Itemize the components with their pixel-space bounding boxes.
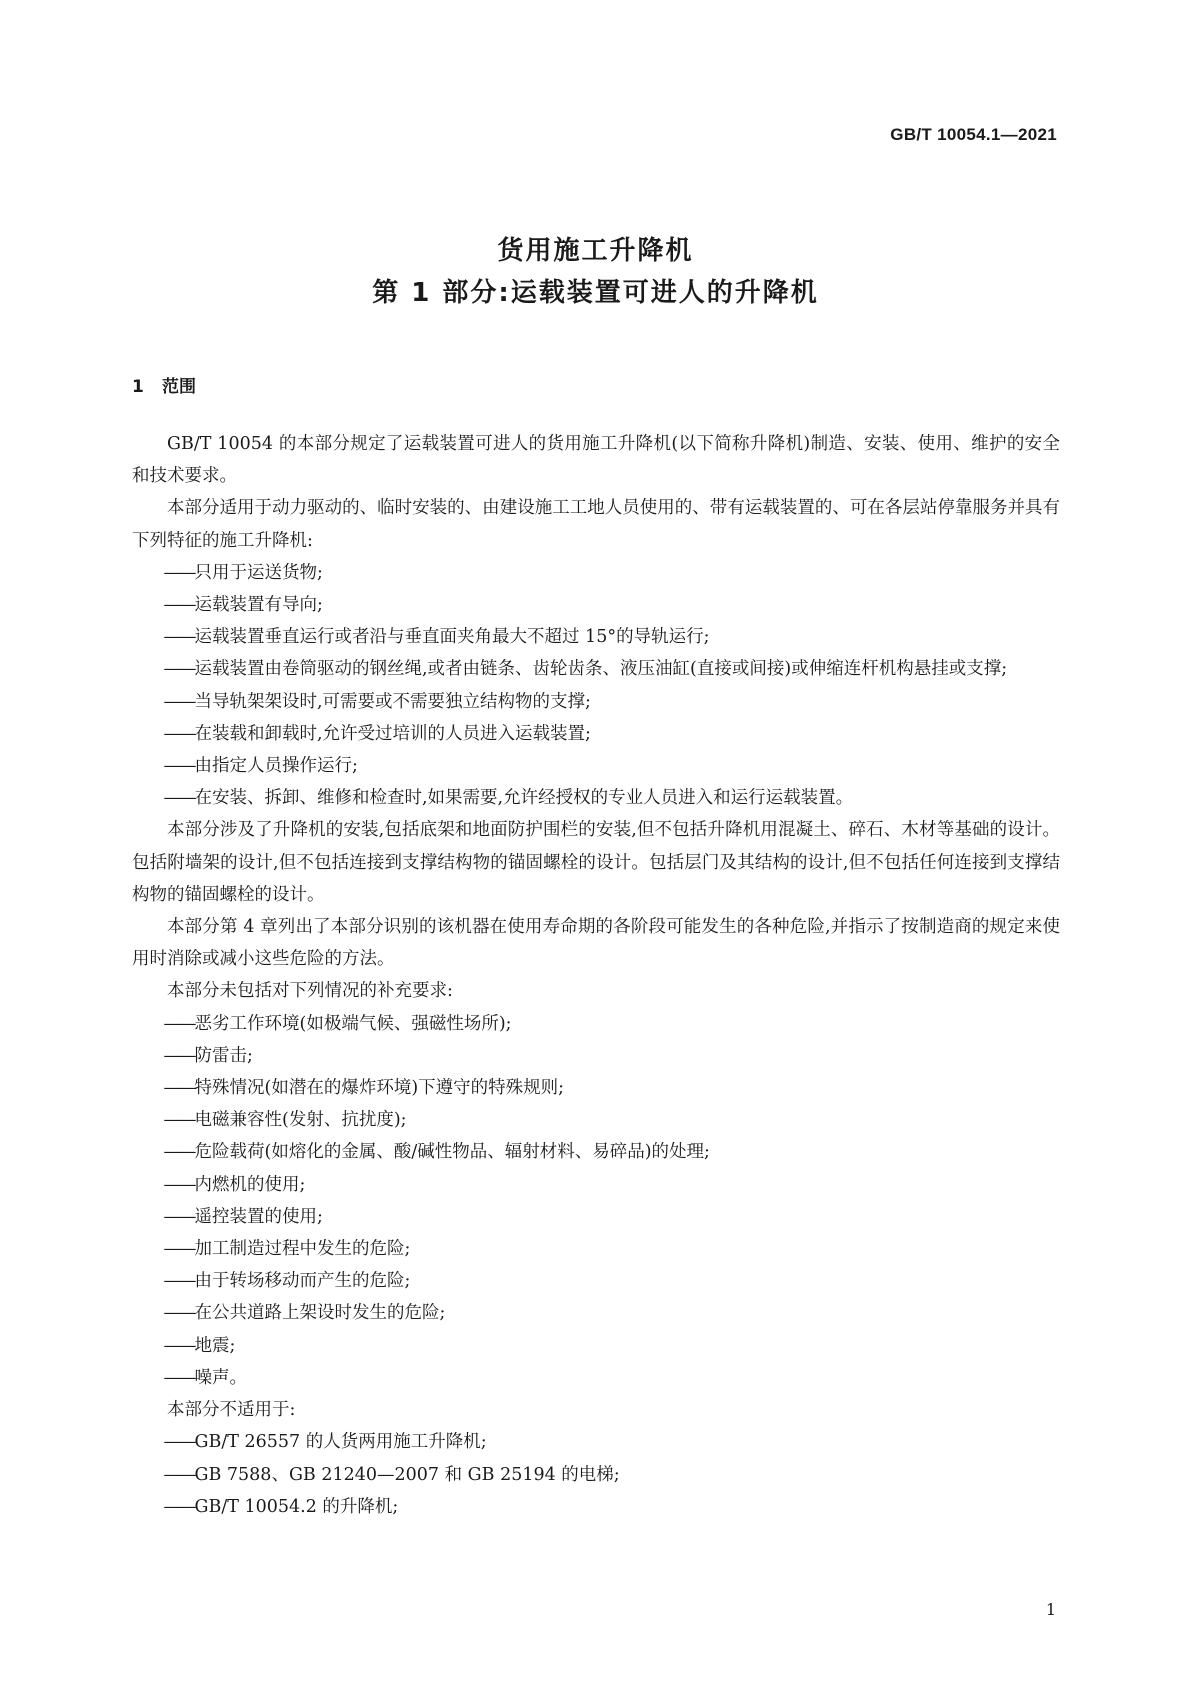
page-number: 1 (1045, 1600, 1056, 1619)
document-subtitle: 第 1 部分:运载装置可进人的升降机 (372, 278, 819, 308)
list-dash: —— (163, 627, 195, 648)
paragraph: 本部分涉及了升降机的安装,包括底架和地面防护围栏的安装,但不包括升降机用混凝土、碎石、木材等基础的设计。包括附墙架的设计,但不包括连接到支撑结构物的锚固螺栓的设计。包括层门及其结构的设计,但不包括任何连接到支撑结构物的锚固螺栓的设计。 (132, 820, 1060, 905)
list-item (132, 1201, 1060, 1233)
list-dash: —— (163, 1078, 195, 1099)
list-item (132, 589, 1060, 621)
list-item-text: GB/T 26557 的人货两用施工升降机; (194, 1432, 487, 1453)
list-dash: —— (163, 756, 195, 777)
list-item (132, 686, 1060, 718)
list-dash: —— (163, 1110, 195, 1131)
list-item (132, 750, 1060, 782)
list-dash: —— (163, 1206, 195, 1227)
list-item (132, 557, 1060, 589)
list-item (132, 1008, 1060, 1040)
list-item (132, 1330, 1060, 1362)
section-heading (132, 372, 196, 397)
list-dash: —— (163, 788, 195, 809)
list-item-text: 在公共道路上架设时发生的危险; (194, 1303, 446, 1324)
list-dash: —— (163, 1239, 195, 1260)
list-item-text: 当导轨架架设时,可需要或不需要独立结构物的支撑; (194, 691, 591, 712)
list-item (132, 1426, 1060, 1458)
list-dash: —— (163, 595, 195, 616)
list-item-text: 恶劣工作环境(如极端气候、强磁性场所); (194, 1013, 512, 1034)
list-item (132, 1459, 1060, 1491)
list-dash: —— (163, 1013, 195, 1034)
list-dash: —— (163, 1045, 195, 1066)
list-item (132, 1491, 1060, 1523)
list-dash: —— (163, 691, 195, 712)
section-title: 范围 (162, 377, 196, 397)
list-dash: —— (163, 659, 195, 680)
list-item (132, 1104, 1060, 1136)
list-item-text: 运载装置由卷筒驱动的钢丝绳,或者由链条、齿轮齿条、液压油缸(直接或间接)或伸缩连杆机构悬挂或支撑; (194, 659, 1008, 680)
paragraph: 本部分未包括对下列情况的补充要求: (167, 981, 453, 1002)
list-item-text: 防雷击; (194, 1045, 253, 1066)
list-item (132, 1136, 1060, 1168)
paragraph: GB/T 10054 的本部分规定了运载装置可进人的货用施工升降机(以下简称升降机)制造、安装、使用、维护的安全和技术要求。 (132, 434, 1060, 487)
section-number: 1 (132, 377, 144, 397)
list-item (132, 1233, 1060, 1265)
list-item (132, 1040, 1060, 1072)
section-body (132, 428, 1060, 1523)
list-dash: —— (163, 723, 195, 744)
list-item (132, 1265, 1060, 1297)
list-item (132, 718, 1060, 750)
list-item-text: 运载装置有导向; (194, 595, 323, 616)
document-title: 货用施工升降机 (497, 236, 694, 266)
list-item (132, 653, 1060, 685)
list-item (132, 782, 1060, 814)
list-item-text: 只用于运送货物; (194, 562, 323, 583)
paragraph: 本部分不适用于: (167, 1400, 296, 1421)
list-item-text: 噪声。 (194, 1367, 247, 1388)
list-item-text: 在安装、拆卸、维修和检查时,如果需要,允许经授权的专业人员进入和运行运载装置。 (194, 788, 854, 809)
list-dash: —— (163, 1335, 195, 1356)
list-item (132, 1169, 1060, 1201)
list-item-text: 加工制造过程中发生的危险; (194, 1239, 411, 1260)
list-dash: —— (163, 1271, 195, 1292)
list-dash: —— (163, 1432, 195, 1453)
list-item-text: 由指定人员操作运行; (194, 756, 358, 777)
list-item-text: 内燃机的使用; (194, 1174, 306, 1195)
list-item-text: 遥控装置的使用; (194, 1206, 323, 1227)
list-item-text: GB 7588、GB 21240—2007 和 GB 25194 的电梯; (194, 1464, 620, 1485)
list-item-text: 地震; (194, 1335, 236, 1356)
list-dash: —— (163, 1367, 195, 1388)
list-dash: —— (163, 1142, 195, 1163)
paragraph: 本部分第 4 章列出了本部分识别的该机器在使用寿命期的各阶段可能发生的各种危险,并指示了按制造商的规定来使用时消除或减小这些危险的方法。 (132, 917, 1060, 970)
list-dash: —— (163, 562, 195, 583)
standard-number: GB/T 10054.1—2021 (890, 125, 1057, 144)
list-item-text: 电磁兼容性(发射、抗扰度); (194, 1110, 407, 1131)
list-dash: —— (163, 1464, 195, 1485)
list-item-text: GB/T 10054.2 的升降机; (194, 1496, 399, 1517)
list-dash: —— (163, 1174, 195, 1195)
list-item-text: 在装载和卸载时,允许受过培训的人员进入运载装置; (194, 723, 591, 744)
list-item (132, 1297, 1060, 1329)
list-dash: —— (163, 1303, 195, 1324)
list-item-text: 危险载荷(如熔化的金属、酸/碱性物品、辐射材料、易碎品)的处理; (194, 1142, 710, 1163)
list-item-text: 运载装置垂直运行或者沿与垂直面夹角最大不超过 15°的导轨运行; (194, 627, 710, 648)
list-dash: —— (163, 1496, 195, 1517)
list-item (132, 1362, 1060, 1394)
list-item-text: 特殊情况(如潜在的爆炸环境)下遵守的特殊规则; (194, 1078, 565, 1099)
list-item-text: 由于转场移动而产生的危险; (194, 1271, 411, 1292)
list-item (132, 621, 1060, 653)
list-item (132, 1072, 1060, 1104)
paragraph: 本部分适用于动力驱动的、临时安装的、由建设施工工地人员使用的、带有运载装置的、可在各层站停靠服务并具有下列特征的施工升降机: (132, 498, 1060, 551)
